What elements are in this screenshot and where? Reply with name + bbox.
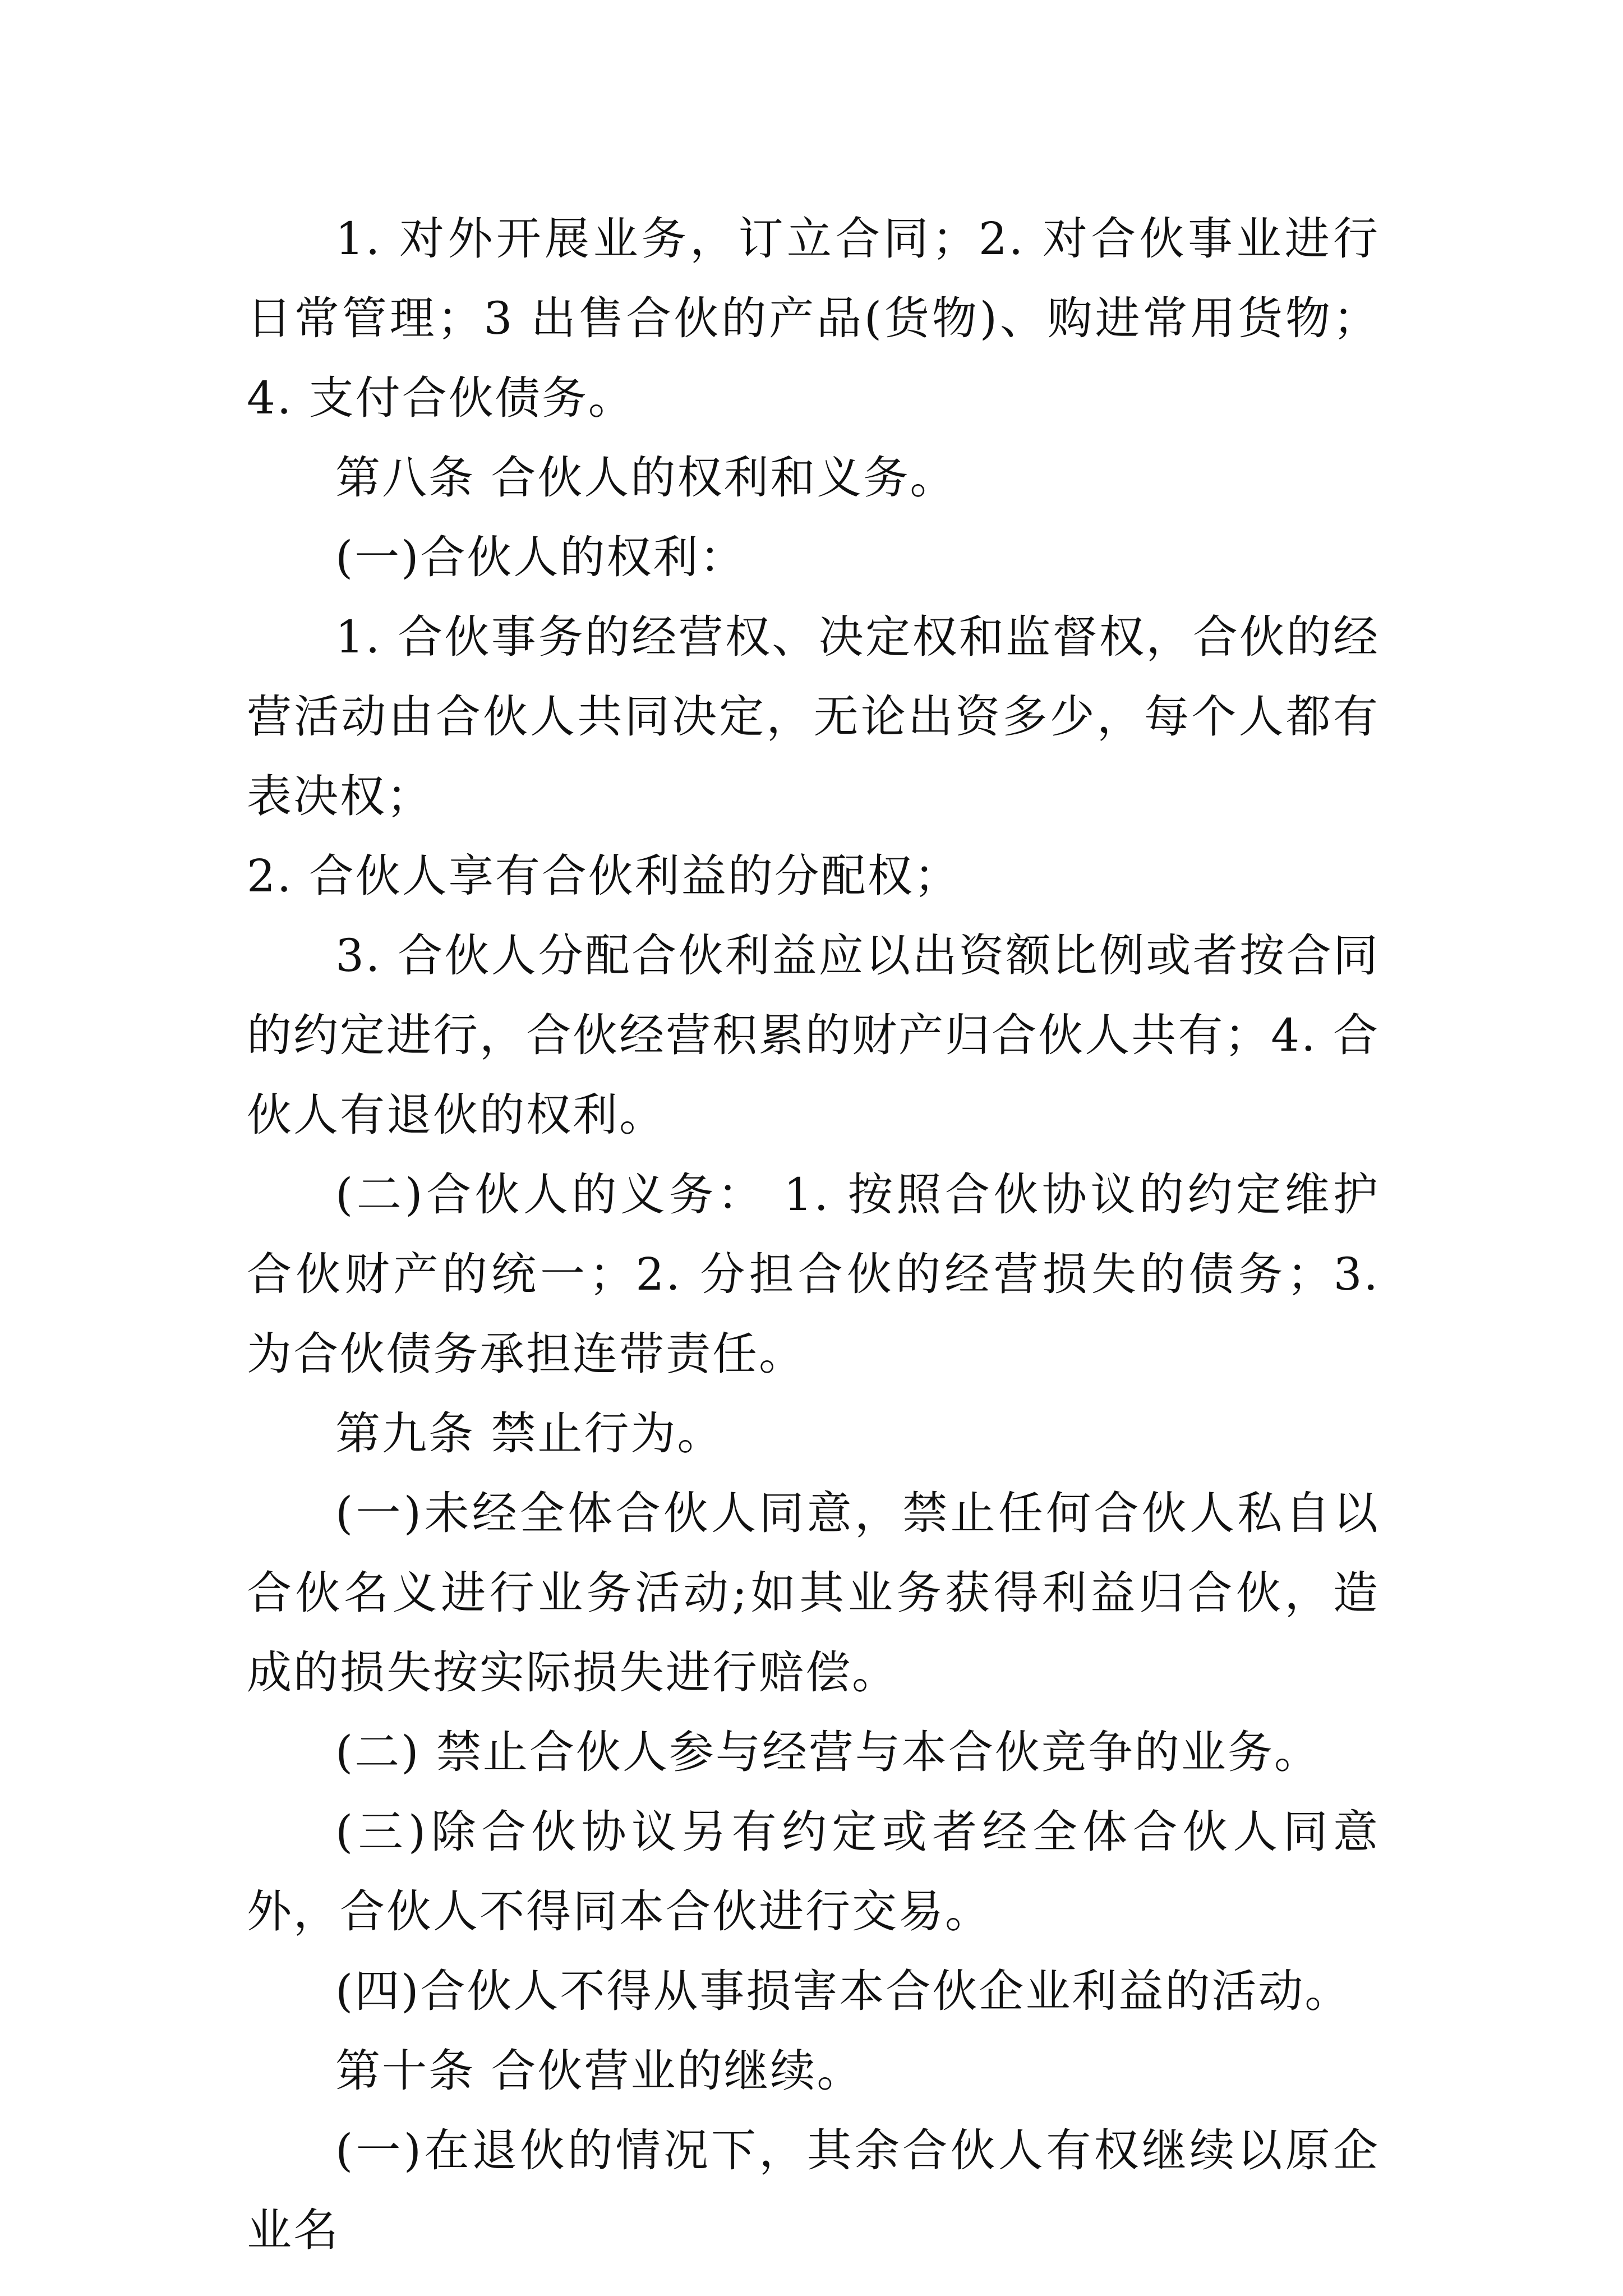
document-body: [247, 199, 1380, 2270]
article-8-heading: 第八条 合伙人的权利和义务。: [335, 452, 957, 504]
article-9-heading: 第九条 禁止行为。: [335, 1407, 724, 1460]
paragraph-rights-2: 2. 合伙人享有合伙利益的分配权；: [247, 850, 961, 902]
paragraph-prohibition-4: (四)合伙人不得从事损害本合伙企业利益的活动。: [335, 1965, 1352, 2017]
paragraph-prohibition-1: (一)未经全体合伙人同意，禁止任何合伙人私自以合伙名义进行业务活动;如其业务获得利益归合伙，造成的损失按实际损失进行赔偿。: [247, 1487, 1380, 1699]
partner-rights-heading: (一)合伙人的权利：: [335, 531, 746, 583]
paragraph-rights-3-4: 3. 合伙人分配合伙利益应以出资额比例或者按合同的约定进行，合伙经营积累的财产归合伙人共有；4. 合伙人有退伙的权利。: [247, 930, 1380, 1141]
article-10-heading: 第十条 合伙营业的继续。: [335, 2045, 864, 2097]
paragraph-partner-obligations: (二)合伙人的义务： 1. 按照合伙协议的约定维护合伙财产的统一；2. 分担合伙的经营损失的债务；3. 为合伙债务承担连带责任。: [247, 1168, 1380, 1380]
paragraph-continuation-1: (一)在退伙的情况下，其余合伙人有权继续以原企业名: [247, 2124, 1380, 2256]
paragraph-partner-duties-list: 1. 对外开展业务，订立合同；2. 对合伙事业进行日常管理；3 出售合伙的产品(货物)、购进常用货物；4. 支付合伙债务。: [247, 213, 1380, 424]
paragraph-rights-1: 1. 合伙事务的经营权、决定权和监督权，合伙的经营活动由合伙人共同决定，无论出资多少，每个人都有表决权；: [247, 611, 1380, 822]
paragraph-prohibition-2: (二) 禁止合伙人参与经营与本合伙竞争的业务。: [335, 1726, 1321, 1778]
paragraph-prohibition-3: (三)除合伙协议另有约定或者经全体合伙人同意外，合伙人不得同本合伙进行交易。: [247, 1806, 1380, 1938]
